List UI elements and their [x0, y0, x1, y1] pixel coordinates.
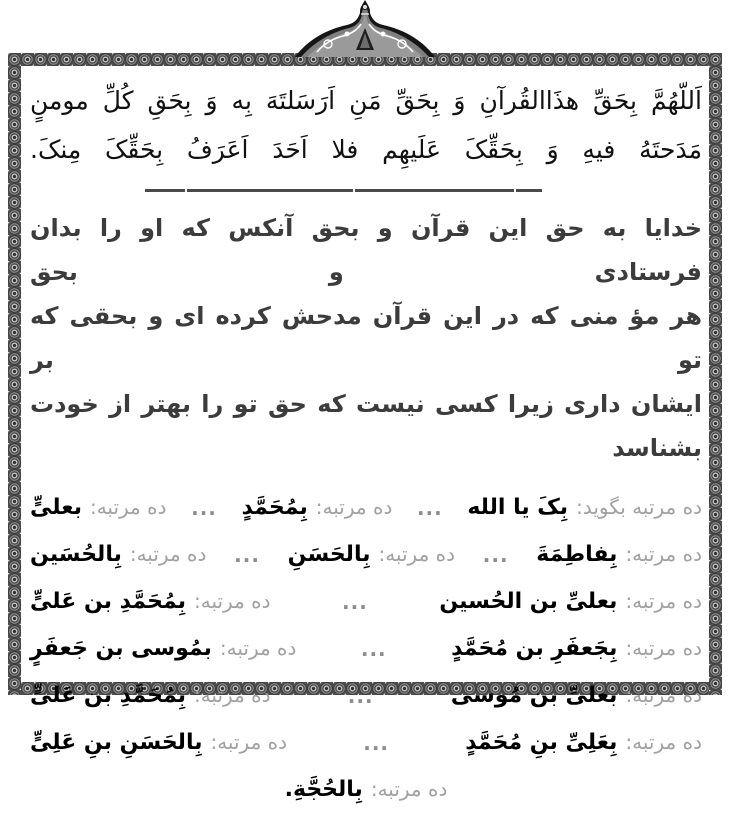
- repeat-count-label: ده مرتبه:: [315, 495, 393, 519]
- recitation-row: [30, 719, 702, 766]
- recitation-row: [30, 766, 702, 813]
- ellipsis-separator: ...: [347, 683, 374, 708]
- recitation-segment: [30, 589, 271, 614]
- dome-ornament-icon: [295, 0, 435, 57]
- invocation-name: بِمُحَمَّدِ بن عَلىٍّ: [30, 683, 186, 708]
- recitation-segment: [30, 542, 206, 567]
- invocation-name: بِعَلِىِّ بنِ مُحَمَّدٍ: [465, 730, 618, 755]
- persian-translation-line: ايشان دارى زيرا كسى نيست كه حق تو را بهتر از خودت بشناسد: [30, 390, 702, 462]
- repeat-count-label: ده مرتبه:: [625, 730, 702, 754]
- ellipsis-separator: ...: [416, 495, 443, 520]
- invocation-name: بعلىٍّ: [30, 495, 82, 520]
- repeat-count-label: ده مرتبه:: [625, 683, 702, 707]
- persian-translation: [30, 206, 702, 470]
- recitation-segment: [451, 636, 702, 661]
- ellipsis-separator: ...: [482, 542, 509, 567]
- repeat-count-label: ده مرتبه:: [625, 636, 702, 660]
- repeat-count-label: ده مرتبه:: [129, 542, 207, 566]
- invocation-name: بِفاطِمَةَ: [536, 542, 618, 567]
- ellipsis-separator: ...: [360, 636, 387, 661]
- repeat-count-label: ده مرتبه:: [193, 589, 271, 613]
- recitation-segment: [241, 495, 392, 520]
- invocation-name: بمُوسى بن جَعفَرٍ: [30, 636, 212, 661]
- page-content: [30, 66, 702, 813]
- invocation-name: بعلىِّ بن الحُسين: [439, 589, 618, 614]
- arabic-prayer-line: اَللّهُمَّ بِحَقِّ هذَاالقُرآنِ وَ بِحَقِّ مَنِ اَرَسَلتَهَ بِه وَ بِحَقِ كُلِّ مومنٍ: [30, 86, 702, 115]
- repeat-count-label: ده مرتبه:: [89, 495, 167, 519]
- recitation-row: [30, 672, 702, 719]
- recitation-segment: [30, 683, 271, 708]
- recitation-row: [30, 578, 702, 625]
- recitation-row: [30, 531, 702, 578]
- repeat-count-label: ده مرتبه بگويد:: [576, 495, 702, 519]
- decorative-border-right: [709, 53, 722, 695]
- ellipsis-separator: ...: [342, 589, 368, 614]
- repeat-count-label: ده مرتبه:: [378, 542, 456, 566]
- recitation-segment: [30, 495, 166, 520]
- invocation-name: بعلىِّ بن مُوسى: [450, 683, 618, 708]
- recitation-list: [30, 484, 702, 813]
- recitation-row: [30, 484, 702, 531]
- invocation-name: بِالحَسَنِ: [287, 542, 371, 567]
- repeat-count-label: ده مرتبه:: [625, 542, 702, 566]
- recitation-segment: [467, 495, 702, 520]
- invocation-name: بِجَعفَرِ بن مُحَمَّدٍ: [451, 636, 618, 661]
- recitation-segment: [451, 683, 702, 708]
- arabic-prayer-line: مَدَحتَهُ فيهِ وَ بِحَقِّکَ عَلَيهِم فلا اَحَدَ اَعَرَفُ بِحَقِّکَ مِنکَ.: [30, 135, 702, 164]
- recitation-segment: [439, 589, 702, 614]
- recitation-segment: [30, 636, 296, 661]
- invocation-name: بِکَ يا الله: [467, 495, 569, 520]
- ellipsis-separator: ...: [234, 542, 260, 567]
- invocation-name: بِمُحَمَّدٍ: [241, 495, 308, 520]
- repeat-count-label: ده مرتبه:: [219, 636, 297, 660]
- invocation-name: بِالحُجَّةِ.: [284, 777, 363, 802]
- recitation-segment: [285, 777, 448, 802]
- recitation-segment: [288, 542, 455, 567]
- recitation-row: [30, 625, 702, 672]
- repeat-count-label: ده مرتبه:: [625, 589, 702, 613]
- repeat-count-label: ده مرتبه:: [210, 730, 288, 754]
- decorative-border-left: [8, 53, 21, 695]
- repeat-count-label: ده مرتبه:: [370, 777, 448, 801]
- invocation-name: بِمُحَمَّدِ بن عَلىٍّ: [30, 589, 186, 614]
- arabic-prayer: [30, 76, 702, 174]
- ellipsis-separator: ...: [363, 730, 390, 755]
- section-divider: [145, 189, 542, 192]
- ellipsis-separator: ...: [191, 495, 217, 520]
- invocation-name: بِالحَسَنِ بنِ عَلِىٍّ: [30, 730, 203, 755]
- invocation-name: بِالحُسَين: [30, 542, 122, 567]
- recitation-segment: [536, 542, 702, 567]
- repeat-count-label: ده مرتبه:: [193, 683, 271, 707]
- recitation-segment: [30, 730, 287, 755]
- persian-translation-line: خدايا به حق اين قرآن و بحق آنكس كه او را بدان فرستادى و بحق: [30, 214, 702, 286]
- recitation-segment: [465, 730, 702, 755]
- persian-translation-line: هر مؤ منى كه در اين قرآن مدحش كرده اى و بحقى كه تو بر: [30, 302, 702, 374]
